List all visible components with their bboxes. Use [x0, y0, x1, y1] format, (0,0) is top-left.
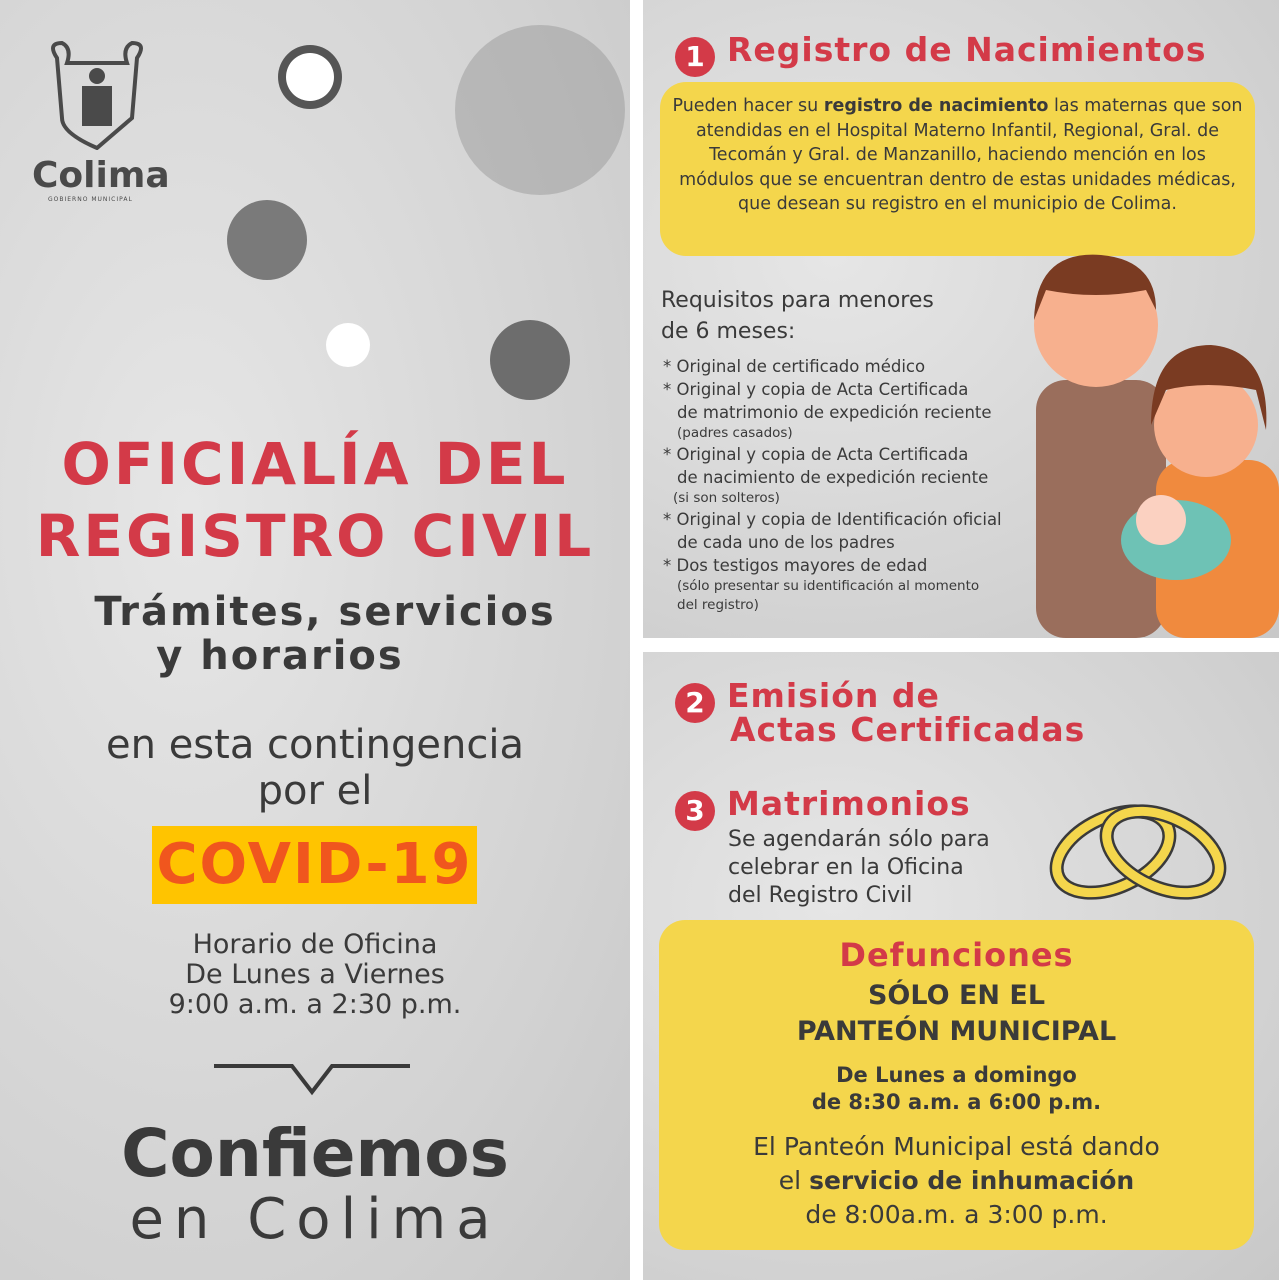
- coat-of-arms-logo: [42, 38, 152, 150]
- section-3-heading: [675, 784, 971, 831]
- title-line-1: OFICIALÍA DEL: [61, 430, 569, 498]
- requirement-note: (padres casados): [677, 425, 793, 441]
- requirement: * Original y copia de Identificación oficial: [663, 510, 1002, 529]
- burial-note-2: [659, 1164, 1254, 1198]
- slogan-line-1: Confiemos: [121, 1115, 509, 1192]
- requirement-note: (sólo presentar su identificación al momento: [677, 578, 980, 594]
- defunciones-line-1: SÓLO EN EL: [867, 980, 1046, 1011]
- section-1-heading: [675, 30, 1207, 77]
- slogan-line-2: en Colima: [129, 1187, 501, 1252]
- requirement-note: (si son solteros): [673, 490, 780, 506]
- burial-note-1: El Panteón Municipal está dando: [753, 1132, 1160, 1161]
- logo-subtitle: GOBIERNO MUNICIPAL: [48, 196, 133, 203]
- subtitle-line-2: y horarios: [156, 633, 404, 679]
- left-panel: [0, 0, 630, 1280]
- info-bold: registro de nacimiento: [823, 96, 1049, 116]
- covid-badge: COVID-19: [152, 826, 477, 904]
- divider-chevron: [212, 1060, 412, 1100]
- defunciones-line-2: PANTEÓN MUNICIPAL: [796, 1016, 1117, 1047]
- marriage-text-3: del Registro Civil: [728, 883, 913, 908]
- info-text-rest: las maternas que son atendidas en el Hospital Materno Infantil, Regional, Gral. de Tecomán y Gral. de Manzanillo, haciendo mención en los módulos que se encuentran dentro de estas unidades médicas, que desean su registro en el municipio de Colima.: [679, 96, 1243, 214]
- context-line-1: en esta contingencia: [106, 722, 524, 768]
- requirements-title-1: Requisitos para menores: [661, 288, 934, 313]
- requirement: de matrimonio de expedición reciente: [677, 403, 992, 422]
- subtitle-line-1: Trámites, servicios: [94, 589, 556, 635]
- defunciones-days: De Lunes a domingo: [836, 1063, 1077, 1087]
- context-line-2: por el: [257, 768, 373, 814]
- wedding-rings-icon: [1048, 782, 1228, 902]
- defunciones-box: [659, 920, 1254, 1250]
- marriage-text-1: Se agendarán sólo para: [728, 827, 990, 852]
- logo-name: Colima: [32, 155, 170, 196]
- section-number-badge: 1: [675, 37, 715, 77]
- requirements-list: [663, 355, 1002, 615]
- marriage-text-2: celebrar en la Oficina: [728, 855, 964, 880]
- hours-time: 9:00 a.m. a 2:30 p.m.: [168, 989, 462, 1020]
- requirement: de nacimiento de expedición reciente: [677, 468, 989, 487]
- requirement: de cada uno de los padres: [677, 533, 895, 552]
- title-line-2: REGISTRO CIVIL: [35, 502, 595, 570]
- defunciones-title: Defunciones: [839, 936, 1074, 974]
- burial-service: servicio de inhumación: [809, 1166, 1135, 1195]
- services-panel: [643, 652, 1279, 1280]
- hours-title: Horario de Oficina: [192, 929, 438, 960]
- birth-registration-panel: [643, 0, 1279, 638]
- section-3-title: Matrimonios: [727, 784, 971, 823]
- birth-info-box: [660, 82, 1255, 256]
- requirements-title-2: de 6 meses:: [661, 319, 796, 344]
- requirement: * Original y copia de Acta Certificada: [663, 380, 969, 399]
- virus-illustrations: [210, 15, 630, 425]
- requirement-note: del registro): [677, 597, 759, 613]
- section-2-title-1: Emisión de: [727, 676, 940, 715]
- section-2-title-2: Actas Certificadas: [730, 710, 1086, 749]
- requirement: * Dos testigos mayores de edad: [663, 556, 928, 575]
- defunciones-hours: de 8:30 a.m. a 6:00 p.m.: [811, 1090, 1102, 1114]
- family-illustration: [1026, 250, 1279, 638]
- requirement: * Original y copia de Acta Certificada: [663, 445, 969, 464]
- requirement: * Original de certificado médico: [663, 357, 926, 376]
- burial-note-prefix: el: [778, 1166, 810, 1195]
- section-1-title: Registro de Nacimientos: [727, 30, 1207, 69]
- section-number-badge: 2: [675, 683, 715, 723]
- section-number-badge: 3: [675, 791, 715, 831]
- burial-note-3: de 8:00a.m. a 3:00 p.m.: [805, 1200, 1108, 1229]
- info-text: Pueden hacer su: [672, 96, 824, 116]
- hours-days: De Lunes a Viernes: [185, 959, 445, 990]
